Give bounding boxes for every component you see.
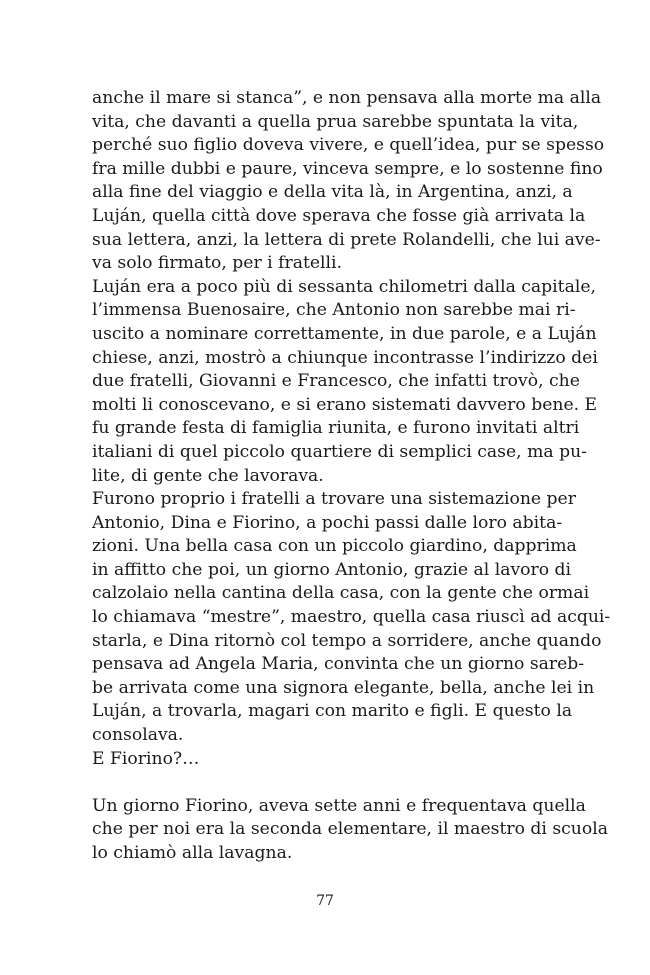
text-line: Furono proprio i fratelli a trovare una sistemazione per: [92, 489, 576, 510]
text-line: Luján, quella città dove sperava che fosse già arrivata la: [92, 205, 586, 226]
paragraph: [92, 795, 608, 866]
text-line: che per noi era la seconda elementare, il maestro di scuola: [92, 819, 608, 840]
text-line: Un giorno Fiorino, aveva sette anni e frequentava quella: [92, 795, 586, 816]
paragraph-spacer: [92, 771, 558, 795]
text-line: E Fiorino?…: [92, 748, 200, 769]
paragraph: [92, 87, 605, 276]
text-line: vita, che davanti a quella prua sarebbe spuntata la vita,: [92, 111, 579, 132]
text-line: l’immensa Buenosaire, che Antonio non sarebbe mai ri-: [92, 300, 576, 321]
body-text: [92, 87, 611, 866]
text-line: perché suo figlio doveva vivere, e quell’idea, pur se spesso: [92, 135, 605, 156]
text-line: lite, di gente che lavorava.: [92, 465, 324, 486]
paragraph: [92, 488, 611, 748]
text-line: va solo firmato, per i fratelli.: [92, 253, 342, 274]
text-line: in affitto che poi, un giorno Antonio, grazie al lavoro di: [92, 559, 572, 580]
page-number: 77: [316, 893, 334, 909]
text-line: lo chiamò alla lavagna.: [92, 843, 293, 863]
text-line: uscito a nominare correttamente, in due parole, e a Luján: [92, 323, 597, 344]
text-line: pensava ad Angela Maria, convinta che un giorno sareb-: [92, 654, 585, 675]
text-line: be arrivata come una signora elegante, bella, anche lei in: [92, 677, 595, 698]
text-line: due fratelli, Giovanni e Francesco, che infatti trovò, che: [92, 371, 580, 392]
text-line: starla, e Dina ritornò col tempo a sorridere, anche quando: [92, 630, 602, 651]
text-line: consolava.: [92, 725, 184, 746]
text-line: chiese, anzi, mostrò a chiunque incontrasse l’indirizzo dei: [92, 347, 598, 368]
text-line: sua lettera, anzi, la lettera di prete Rolandelli, che lui ave-: [92, 229, 601, 250]
text-line: fra mille dubbi e paure, vinceva sempre, e lo sostenne fino: [92, 158, 603, 179]
text-line: Antonio, Dina e Fiorino, a pochi passi dalle loro abita-: [92, 512, 563, 533]
text-line: molti li conoscevano, e si erano sistemati davvero bene. E: [92, 394, 598, 415]
text-line: zioni. Una bella casa con un piccolo giardino, dapprima: [92, 536, 577, 557]
text-line: calzolaio nella cantina della casa, con la gente che ormai: [92, 583, 590, 604]
text-line: alla fine del viaggio e della vita là, in Argentina, anzi, a: [92, 182, 573, 203]
text-line: lo chiamava “mestre”, maestro, quella casa riuscì ad acqui-: [92, 607, 611, 628]
text-line: fu grande festa di famiglia riunita, e furono invitati altri: [92, 418, 580, 439]
paragraph: [92, 748, 558, 772]
text-line: Luján era a poco più di sessanta chilometri dalla capitale,: [92, 276, 596, 297]
paragraph: [92, 276, 598, 488]
text-line: Luján, a trovarla, magari con marito e figli. E questo la: [92, 701, 573, 722]
text-line: italiani di quel piccolo quartiere di semplici case, ma pu-: [92, 441, 587, 462]
text-line: anche il mare si stanca”, e non pensava alla morte ma alla: [92, 88, 602, 108]
